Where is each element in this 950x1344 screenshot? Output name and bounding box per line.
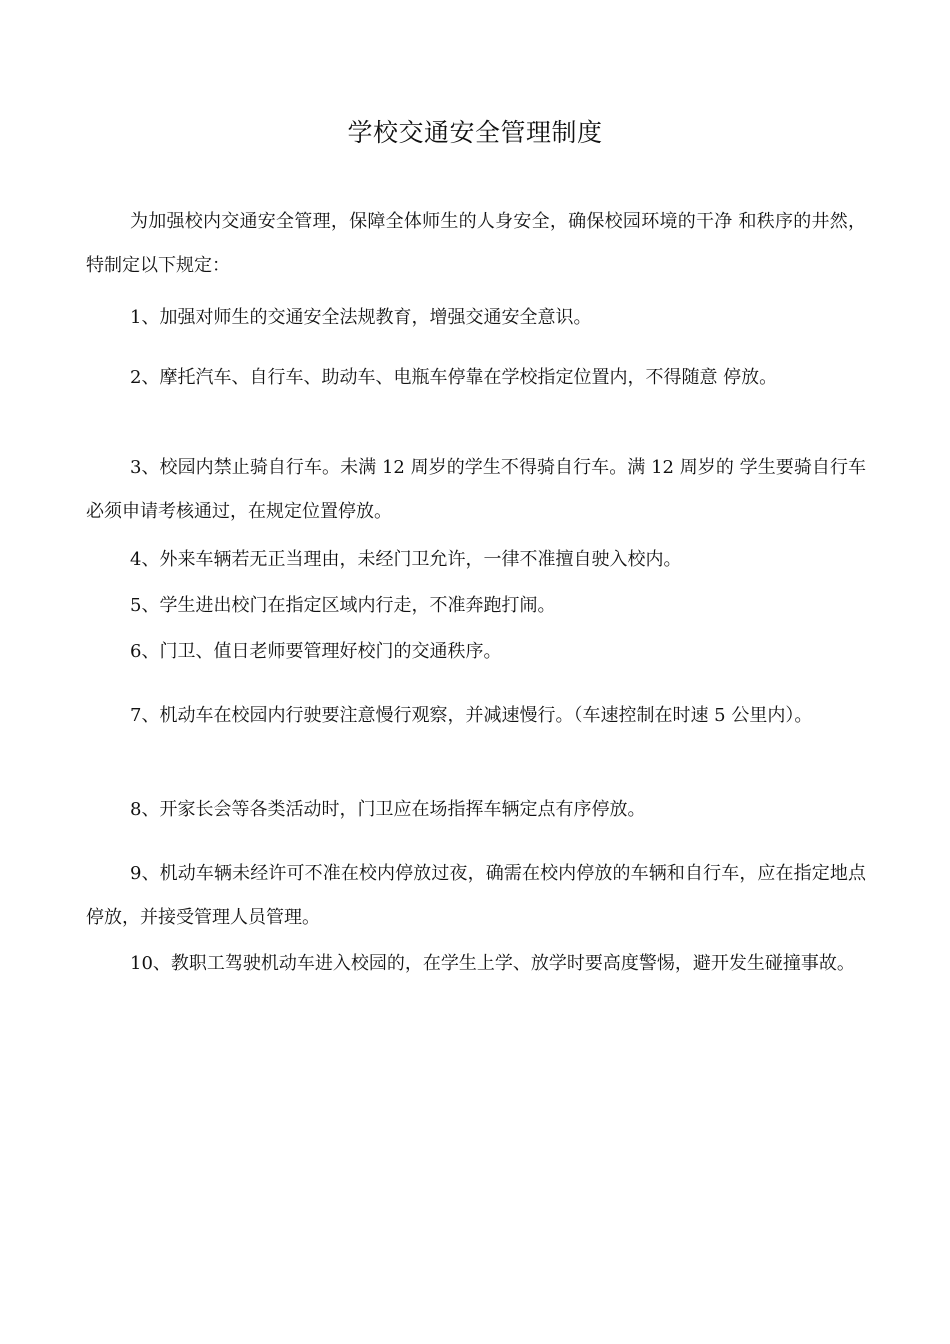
rule-item-3: 3、校园内禁止骑自行车。未满 12 周岁的学生不得骑自行车。满 12 周岁的 学生要骑自行车必须申请考核通过，在规定位置停放。: [86, 457, 866, 522]
rule-item-9: 9、机动车辆未经许可不准在校内停放过夜，确需在校内停放的车辆和自行车，应在指定地点停放，并接受管理人员管理。: [86, 863, 866, 928]
document-title: 学校交通安全管理制度: [347, 118, 603, 147]
rule-item-1: 1、加强对师生的交通安全法规教育，增强交通安全意识。: [130, 307, 592, 328]
rule-item-5: 5、学生进出校门在指定区域内行走，不准奔跑打闹。: [130, 595, 556, 616]
rule-item-4: 4、外来车辆若无正当理由，未经门卫允许，一律不准擅自驶入校内。: [130, 549, 682, 570]
intro-paragraph: 为加强校内交通安全管理，保障全体师生的人身安全，确保校园环境的干净 和秩序的井然，特制定以下规定：: [86, 211, 866, 276]
rule-item-2: 2、摩托汽车、自行车、助动车、电瓶车停靠在学校指定位置内，不得随意 停放。: [130, 367, 778, 388]
rule-item-10: 10、教职工驾驶机动车进入校园的，在学生上学、放学时要高度警惕，避开发生碰撞事故。: [130, 953, 855, 974]
rule-item-8: 8、开家长会等各类活动时，门卫应在场指挥车辆定点有序停放。: [130, 799, 646, 820]
rule-item-7: 7、机动车在校园内行驶要注意慢行观察，并减速慢行。（车速控制在时速 5 公里内）。: [130, 705, 813, 726]
rule-item-6: 6、门卫、值日老师要管理好校门的交通秩序。: [130, 641, 502, 662]
